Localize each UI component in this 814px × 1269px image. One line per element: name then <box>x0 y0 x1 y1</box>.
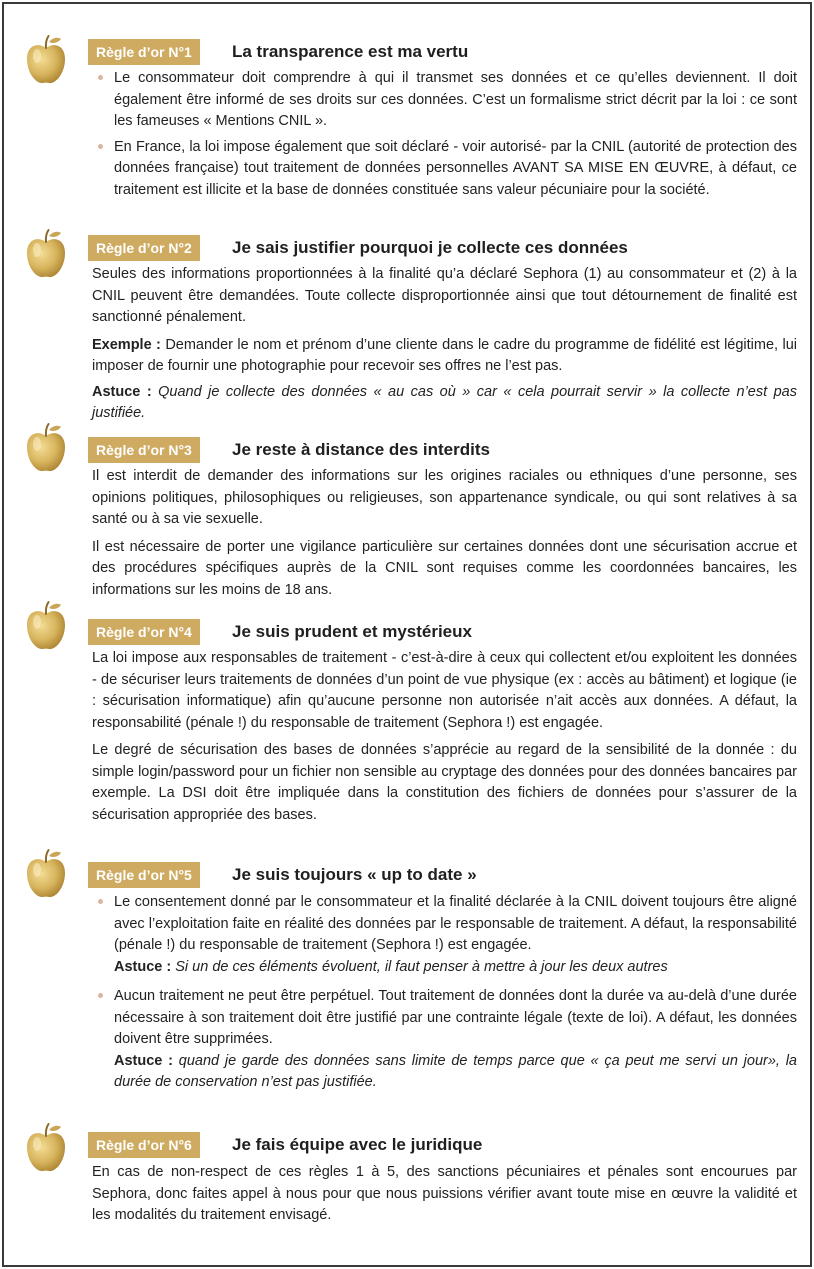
rule-badge: Règle d’or N°3 <box>88 437 200 463</box>
example-label: Exemple : <box>92 336 161 353</box>
rule-title: Je sais justifier pourquoi je collecte ces données <box>232 238 628 257</box>
golden-apple-icon <box>24 848 68 900</box>
golden-apple-icon <box>24 600 68 652</box>
paragraph: Il est interdit de demander des informations sur les origines raciales ou ethniques d’une personne, ses opinions politiques, philosophiques ou religieuses, son appartenance syndicale, ou qui sont relatives à sa santé ou à sa vie sexuelle. <box>92 468 797 527</box>
golden-apple-icon <box>24 228 68 280</box>
rule-badge: Règle d’or N°4 <box>88 619 200 645</box>
rule-body <box>92 264 797 429</box>
golden-apple-icon <box>24 422 68 474</box>
rule-title: Je suis prudent et mystérieux <box>232 622 472 641</box>
rule-badge: Règle d’or N°2 <box>88 235 200 261</box>
paragraph: La loi impose aux responsables de traitement - c’est-à-dire à ceux qui collectent et/ou exploitent les données - de sécuriser leurs traitements de données d’un point de vue physique (ex : accès au bâtiment) et logique (ie : sécurisation informatique) afin qu’aucune personne non autorisée n’ait accès aux données. A défaut, la responsabilité (pénale !) du responsable de traitement (Sephora !) est engagée. <box>92 650 797 731</box>
rule-badge: Règle d’or N°5 <box>88 862 200 888</box>
bullet-icon <box>98 993 103 998</box>
rule-body <box>92 68 797 205</box>
rule-body <box>92 892 797 1098</box>
tip-label: Astuce : <box>114 1052 173 1069</box>
rule-body <box>92 1162 797 1231</box>
rule-title: Je reste à distance des interdits <box>232 440 490 459</box>
rule-badge: Règle d’or N°6 <box>88 1132 200 1158</box>
rules-panel <box>2 2 812 1267</box>
tip-label: Astuce : <box>114 958 172 975</box>
golden-apple-icon <box>24 1122 68 1174</box>
bullet-icon <box>98 899 103 904</box>
tip-label: Astuce : <box>92 383 152 400</box>
paragraph: Le degré de sécurisation des bases de données s’apprécie au regard de la sensibilité de la donnée : du simple login/password pour un fichier non sensible au cryptage des données pour des données bancaires par exemple. La DSI doit être impliquée dans la constitution des fichiers de données pour s’assurer de la sécurisation appropriée des bases. <box>92 742 797 823</box>
rule-title: La transparence est ma vertu <box>232 42 469 61</box>
rule-body <box>92 466 797 605</box>
rule-title: Je suis toujours « up to date » <box>232 865 477 884</box>
example-paragraph: Exemple : Demander le nom et prénom d’une cliente dans le cadre du programme de fidélité est légitime, lui imposer de fournir une photographie pour recevoir ses offres ne l’est pas. <box>92 336 797 374</box>
list-item: Le consentement donné par le consommateur et la finalité déclarée à la CNIL doivent toujours être aligné avec l’exploitation faite en réalité des données par le responsable de traitement. A défaut, la responsabilité (pénale !) du responsable de traitement (Sephora !) est engagée. Astuce : Si un de ces éléments évoluent, il faut penser à mettre à jour les deux autres <box>92 892 797 978</box>
tip-paragraph: Astuce : Quand je collecte des données « au cas où » car « cela pourrait servir » la collecte n’est pas justifiée. <box>92 383 797 421</box>
bullet-icon <box>98 75 103 80</box>
paragraph: Seules des informations proportionnées à la finalité qu’a déclaré Sephora (1) au consommateur et (2) à la CNIL peuvent être demandées. Toute collecte disproportionnée ainsi que tout détournement de finalité est sanctionné pénalement. <box>92 266 797 325</box>
rule-badge: Règle d’or N°1 <box>88 39 200 65</box>
rule-body <box>92 648 797 830</box>
paragraph: En cas de non-respect de ces règles 1 à 5, des sanctions pécuniaires et pénales sont encourues par Sephora, donc faites appel à nous pour que nous puissions vérifier avant toute mise en œuvre la validité et les modalités du traitement envisagé. <box>92 1164 797 1223</box>
list-item: Aucun traitement ne peut être perpétuel. Tout traitement de données dont la durée va au-delà d’une durée nécessaire à son traitement doit être justifié par une contrainte légale (texte de loi). A défaut, les données doivent être supprimées. Astuce : quand je garde des données sans limite de temps parce que « ça peut me servi un jour», la durée de conservation n’est pas justifiée. <box>92 986 797 1094</box>
rule-title: Je fais équipe avec le juridique <box>232 1135 483 1154</box>
paragraph: Il est nécessaire de porter une vigilance particulière sur certaines données dont une sécurisation accrue et des procédures spécifiques auprès de la CNIL sont requises comme les coordonnées bancaires, les informations sur les moins de 18 ans. <box>92 538 797 598</box>
golden-apple-icon <box>24 34 68 86</box>
list-item: En France, la loi impose également que soit déclaré - voir autorisé- par la CNIL (autorité de protection des données française) tout traitement de données personnelles AVANT SA MISE EN ŒUVRE, à défaut, ce traitement est illicite et la base de données constituée sans valeur pécuniaire pour la société. <box>92 137 797 202</box>
list-item: Le consommateur doit comprendre à qui il transmet ses données et ce qu’elles deviennent. Il doit également être informé de ses droits sur ces données. C’est un formalisme strict décrit par la loi : ce sont les fameuses « Mentions CNIL ». <box>92 68 797 133</box>
bullet-icon <box>98 144 103 149</box>
